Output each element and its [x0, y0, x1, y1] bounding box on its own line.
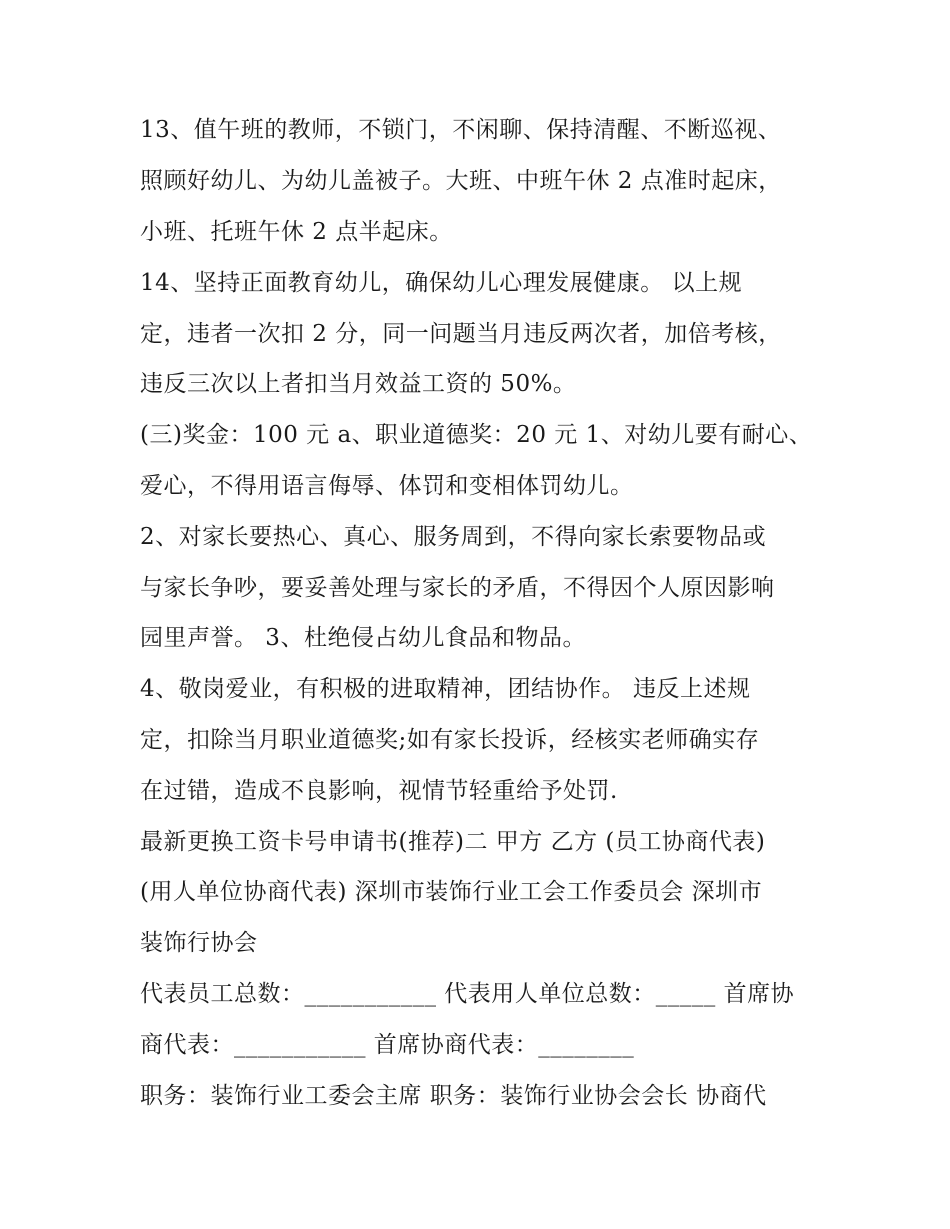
text-line: 13、值午班的教师，不锁门，不闲聊、保持清醒、不断巡视、 [140, 117, 782, 143]
text-line: 4、敬岗爱业，有积极的进取精神，团结协作。 违反上述规 [140, 676, 751, 702]
text-line: 商代表：___________ 首席协商代表：________ [140, 1032, 635, 1058]
text-line: 最新更换工资卡号申请书(推荐)二 甲方 乙方 (员工协商代表) [140, 829, 766, 855]
text-line: 2、对家长要热心、真心、服务周到，不得向家长索要物品或 [140, 524, 767, 550]
text-line: 职务：装饰行业工委会主席 职务：装饰行业协会会长 协商代 [140, 1083, 767, 1109]
text-line: 小班、托班午休 2 点半起床。 [140, 219, 453, 245]
text-line: 照顾好幼儿、为幼儿盖被子。大班、中班午休 2 点准时起床， [140, 168, 782, 194]
text-line: (用人单位协商代表) 深圳市装饰行业工会工作委员会 深圳市 [140, 879, 763, 905]
text-line: 在过错，造成不良影响，视情节轻重给予处罚. [140, 778, 618, 804]
text-line: 爱心，不得用语言侮辱、体罚和变相体罚幼儿。 [140, 473, 634, 499]
text-line: 园里声誉。 3、杜绝侵占幼儿食品和物品。 [140, 625, 586, 651]
text-line: 定，扣除当月职业道德奖;如有家长投诉，经核实老师确实存 [140, 727, 760, 753]
text-line: 14、坚持正面教育幼儿，确保幼儿心理发展健康。 以上规 [140, 270, 743, 296]
text-line: (三)奖金：100 元 a、职业道德奖：20 元 1、对幼儿要有耐心、 [140, 422, 813, 448]
text-line: 代表员工总数：___________ 代表用人单位总数：_____ 首席协 [140, 981, 795, 1007]
text-line: 定，违者一次扣 2 分，同一问题当月违反两次者，加倍考核， [140, 321, 782, 347]
text-line: 装饰行协会 [140, 930, 258, 956]
text-line: 违反三次以上者扣当月效益工资的 50%。 [140, 371, 577, 397]
text-line: 与家长争吵，要妥善处理与家长的矛盾，不得因个人原因影响 [140, 575, 775, 601]
